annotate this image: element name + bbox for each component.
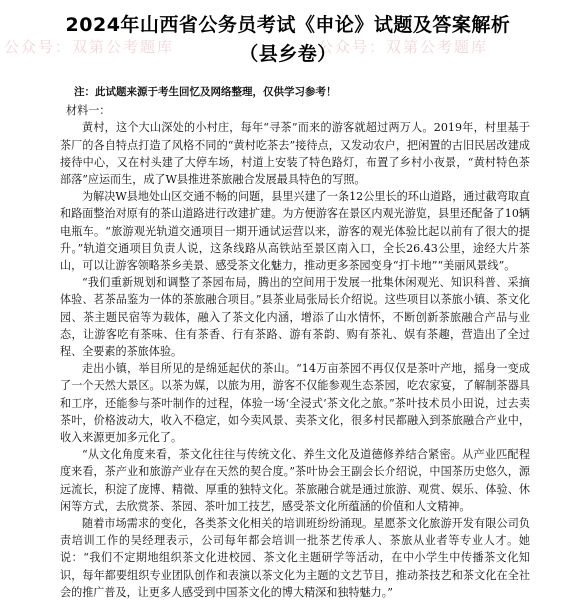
paragraph: 随着市场需求的变化，各类茶文化相关的培训班纷纷涌现。星愿茶文化旅游开发有限公司负责培训工作的吴经理表示，公司每年都会培训一批茶艺传承人、茶旅从业者等专业人才。她说：“我们不定期地组织茶文化进校园、茶文化主题研学等活动，在中小学生中传播茶文化知识，每年都要组织专业团队创作和表演以茶文化为主题的文艺节目，推动茶技艺和茶文化在全社会的推广普及，让更多人感受到中国茶文化的博大精深和独特魅力。” [60, 517, 530, 599]
paragraph: 走出小镇，举目所见的是绵延起伏的茶山。“14万亩茶园不再仅仅是茶叶产地，摇身一变成了一个天然大景区。以茶为媒，以旅为用，游客不仅能参观生态茶园，吃农家宴，了解制茶器具和工序，还能参与茶叶制作的过程，体验一场‘全浸式’茶文化之旅。”茶叶技术员小田说，过去卖茶叶，价格波动大，收入不稳定，如今卖风景、卖茶文化，很多村民都融入到茶旅融合产业中，收入来源更加多元化了。 [60, 362, 530, 445]
source-note: 注：此试题来源于考生回忆及网络整理，仅供学习参考！ [74, 86, 337, 98]
paragraph: “我们重新规划和调整了茶园布局，腾出的空间用于发展一批集休闲观光、知识科普、采摘体验、茗茶品鉴为一体的茶旅融合项目。”县茶业局张局长介绍说。这些项目以茶旅小镇、茶文化园、茶主题民宿等为载体，融入了茶文化内涵，增添了山水情怀，不断创新茶旅融合产品与业态，让游客吃有茶味、住有茶香、行有茶路、游有茶韵、购有茶礼、娱有茶趣，营造出了全过程、全要素的茶旅体验。 [60, 276, 530, 359]
document-title: 2024年山西省公务员考试《申论》试题及答案解析 [65, 14, 511, 36]
paragraph: “从文化角度来看，茶文化往往与传统文化、养生文化及道德修养结合紧密。从产业匹配程度来看，茶产业和旅游产业存在天然的契合度。”茶叶协会王副会长介绍说，中国茶历史悠久，源远流长，积淀了庞博、精微、厚重的独特文化。茶旅融合就是通过旅游、观赏、娱乐、体验、休闲等方式，去欣赏茶、茶园、茶叶加工技艺，感受茶文化所蕴涵的价值和人文精神。 [60, 448, 530, 513]
material-label: 材料一： [66, 104, 111, 118]
document-body [60, 84, 530, 601]
paragraph: 黄村，这个大山深处的小村庄，每年“寻茶”而来的游客就超过两万人。2019年，村里基于茶厂的各自特点打造了风格不同的“黄村吃茶去”接待点，又发动农户，把闲置的古旧民居改建成接待中心，又在村头建了大停车场，村道上安装了特色路灯，布置了乡村小夜景，“黄村特色茶部落”应运而生，成了W县推进茶旅融合发展最具特色的写照。 [60, 121, 530, 187]
watermark: 公众号：双第公考题库 [318, 38, 489, 56]
paragraph: 为解决W县地处山区交通不畅的问题，县里兴建了一条12公里长的环山道路，通过截弯取直和路面整治对原有的茶山道路进行改建扩建。为方便游客在景区内观光游览，县里还配备了10辆电瓶车。“旅游观光轨道交通项目一期开通试运营以来，游客的观光体验比起以前有了很大的提升。”轨道交通项目负责人说，这条线路从高铁站至景区南入口，全长26.43公里，途经大片茶山，可以让游客领略茶乡美景、感受茶文化魅力，推动更多茶园变身“打卡地”“美丽风景线”。 [60, 190, 530, 273]
watermark: 公众号：双第公考题库 [4, 38, 175, 56]
document-subtitle: （县乡卷） [239, 43, 337, 65]
